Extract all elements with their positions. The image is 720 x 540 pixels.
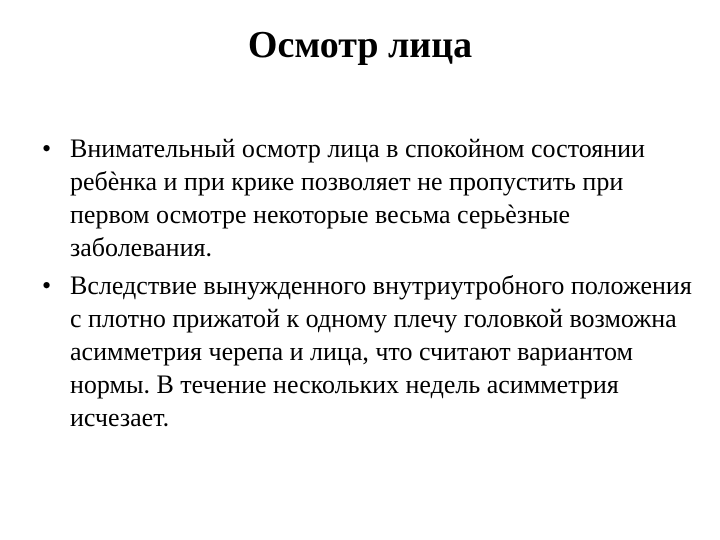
bullet-item — [42, 269, 692, 434]
bullet-item — [42, 132, 692, 264]
slide-title: Осмотр лица — [247, 24, 473, 66]
bullet-text: Вследствие вынужденного внутриутробного положения с плотно прижатой к одному плечу головкой возможна асимметрия черепа и лица, что считают вариантом нормы. В течение нескольких недель асимметрия исчезает. — [70, 271, 692, 432]
bullet-list — [42, 132, 692, 439]
bullet-text: Внимательный осмотр лица в спокойном состоянии ребѐнка и при крике позволяет не пропустить при первом осмотре некоторые весьма серьѐзные заболевания. — [70, 134, 645, 262]
bullet-marker: • — [42, 134, 52, 163]
bullet-marker: • — [42, 271, 52, 300]
